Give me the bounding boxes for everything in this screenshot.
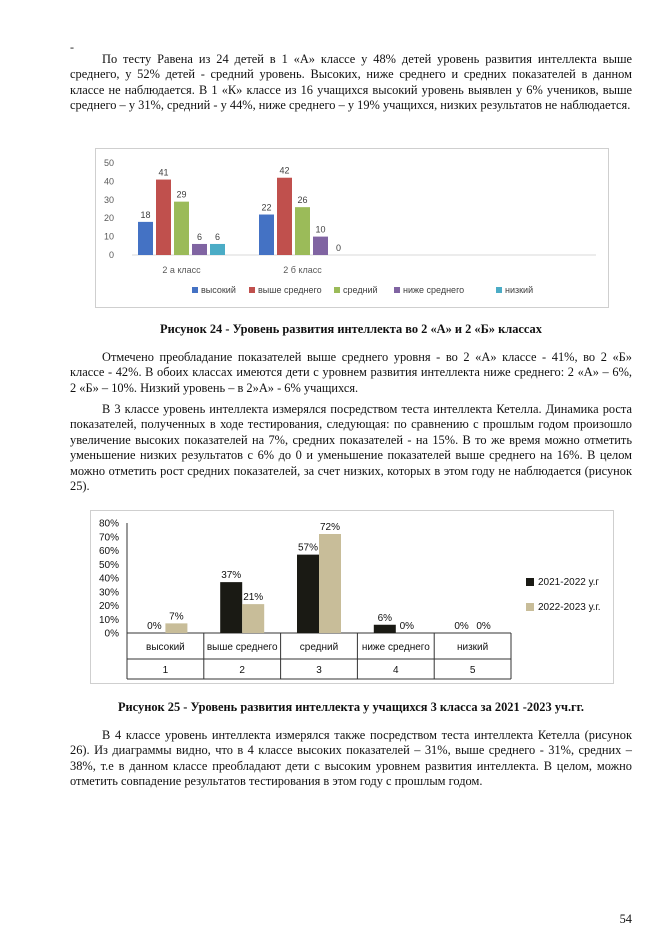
data-label: 0%: [147, 621, 162, 632]
y-tick-label: 50%: [98, 559, 119, 571]
page-mark: -: [70, 40, 74, 54]
category-label: низкий: [456, 642, 489, 653]
chart-figure-25: [90, 510, 614, 684]
bar-средний: [295, 207, 310, 255]
bar-2022-2023: [319, 534, 341, 633]
bar-2021-2022: [297, 555, 319, 633]
data-label: 7%: [169, 611, 184, 623]
data-label: 6: [214, 231, 221, 242]
data-label: 0%: [399, 621, 415, 632]
data-label: 0: [335, 243, 342, 253]
legend-label: средний: [343, 285, 378, 295]
category-number: 5: [469, 665, 476, 676]
category-label: высокий: [146, 642, 185, 653]
page-number: 54: [619, 912, 632, 926]
legend-swatch: [249, 287, 255, 293]
data-label: 72%: [319, 522, 341, 533]
y-tick-label: 20%: [98, 601, 119, 612]
paragraph-1: По тесту Равена из 24 детей в 1 «А» классе у 48% детей уровень развития интеллекта выше среднего, у 52% детей - средний уровень. Высоких, ниже среднего и средних показателей в данном классе не наблюдается. В 1 «К» классе из 16 учащихся высокий уровень выявлен у 6% учеников, выше среднего – у 31%, средний - у 44%, ниже среднего – у 19% учащихся, низких результатов не наблюдается.: [70, 52, 632, 113]
data-label: 37%: [221, 570, 242, 582]
bar-2022-2023: [165, 623, 187, 633]
y-tick-label: 70%: [98, 532, 119, 544]
legend-label: 2022-2023 у.г.: [538, 602, 601, 613]
category-number: 3: [316, 665, 322, 676]
bar-высокий: [138, 222, 153, 255]
y-tick-label: 30: [103, 194, 114, 205]
data-label: 29: [176, 189, 187, 200]
bar-2022-2023: [242, 604, 264, 633]
data-label: 6: [196, 231, 203, 242]
category-number: 1: [162, 665, 169, 676]
bar-выше-среднего: [277, 178, 292, 255]
data-label: 57%: [297, 542, 319, 554]
paragraph-3: В 3 классе уровень интеллекта измерялся посредством теста интеллекта Кетелла. Динамика роста показателей, полученных в ходе тестирования, следующая: по сравнению с прошлым годом произошло увеличение высоких показателей на 7%, средних показателей - на 15%. В то же время можно отметить уменьшение низких результатов с 6% до 0 и уменьшение показателей выше среднего на 16%. В целом можно отметить рост средних показателей, за счет низких, которых в этом году не наблюдается (рисунок 25).: [70, 402, 632, 494]
legend-swatch: [394, 287, 400, 293]
caption-figure-24: Рисунок 24 - Уровень развития интеллекта во 2 «А» и 2 «Б» классах: [160, 322, 542, 336]
legend-label: выше среднего: [258, 285, 322, 295]
data-label: 41: [158, 167, 169, 178]
category-label: выше среднего: [206, 642, 278, 653]
category-number: 2: [239, 665, 245, 676]
y-tick-label: 50: [103, 158, 114, 168]
bar-низкий: [210, 244, 225, 255]
y-tick-label: 20: [103, 213, 114, 224]
data-label: 42: [279, 165, 290, 176]
y-tick-label: 40: [103, 176, 114, 187]
paragraph-4: В 4 классе уровень интеллекта измерялся также посредством теста интеллекта Кетелла (рисунок 26). Из диаграммы видно, что в 4 классе высоких показателей – 31%, выше среднего - 31%, средних – 38%, т.е в данном классе преобладают дети с высоким уровнем развития интеллекта. В целом, можно отметить совпадение результатов тестирования в этом году с прошлым годом.: [70, 728, 632, 789]
chart-24-svg: [96, 149, 608, 307]
y-tick-label: 10: [103, 231, 114, 242]
legend-swatch: [496, 287, 502, 293]
bar-ниже-среднего: [192, 244, 207, 255]
legend-label: 2021-2022 у.г: [538, 577, 600, 588]
bar-2021-2022: [374, 625, 396, 633]
data-label: 26: [297, 195, 308, 206]
data-label: 10: [315, 224, 326, 235]
legend-label: высокий: [201, 285, 236, 295]
data-label: 18: [140, 209, 151, 220]
y-tick-label: 0: [108, 250, 114, 260]
legend-swatch: [192, 287, 198, 293]
category-label: ниже среднего: [361, 642, 430, 653]
bar-2021-2022: [220, 582, 242, 633]
y-tick-label: 30%: [98, 587, 119, 599]
category-label: 2 б класс: [283, 265, 322, 275]
data-label: 22: [261, 202, 272, 213]
bar-выше-среднего: [156, 180, 171, 255]
data-label: 0%: [476, 621, 491, 632]
legend-swatch: [526, 603, 534, 611]
data-label: 21%: [243, 592, 264, 604]
y-tick-label: 0%: [104, 628, 119, 640]
category-label: средний: [299, 642, 339, 653]
paragraph-2: Отмечено преобладание показателей выше среднего уровня - во 2 «А» классе - 41%, во 2 «Б» классе - 42%. В обоих классах имеются дети с уровнем развития интеллекта ниже среднего: 2 «А» – 6%, 2 «Б» – 10%. Низкий уровень – в 2»А» - 6% учащихся.: [70, 350, 632, 395]
y-tick-label: 40%: [98, 573, 119, 585]
caption-figure-25: Рисунок 25 - Уровень развития интеллекта у учащихся 3 класса за 2021 -2023 уч.гг.: [117, 700, 585, 714]
legend-label: низкий: [505, 285, 534, 295]
legend-label: ниже среднего: [403, 285, 465, 295]
data-label: 6%: [377, 612, 393, 624]
category-number: 4: [393, 665, 399, 676]
y-tick-label: 80%: [98, 518, 119, 530]
category-label: 2 а класс: [162, 265, 201, 275]
y-tick-label: 60%: [98, 546, 119, 557]
data-label: 0%: [454, 621, 469, 632]
y-tick-label: 10%: [98, 614, 119, 626]
bar-ниже-среднего: [313, 237, 328, 255]
legend-swatch: [334, 287, 340, 293]
chart-25-svg: [91, 511, 613, 683]
chart-figure-24: [95, 148, 609, 308]
bar-высокий: [259, 215, 274, 255]
legend-swatch: [526, 578, 534, 586]
bar-средний: [174, 202, 189, 255]
